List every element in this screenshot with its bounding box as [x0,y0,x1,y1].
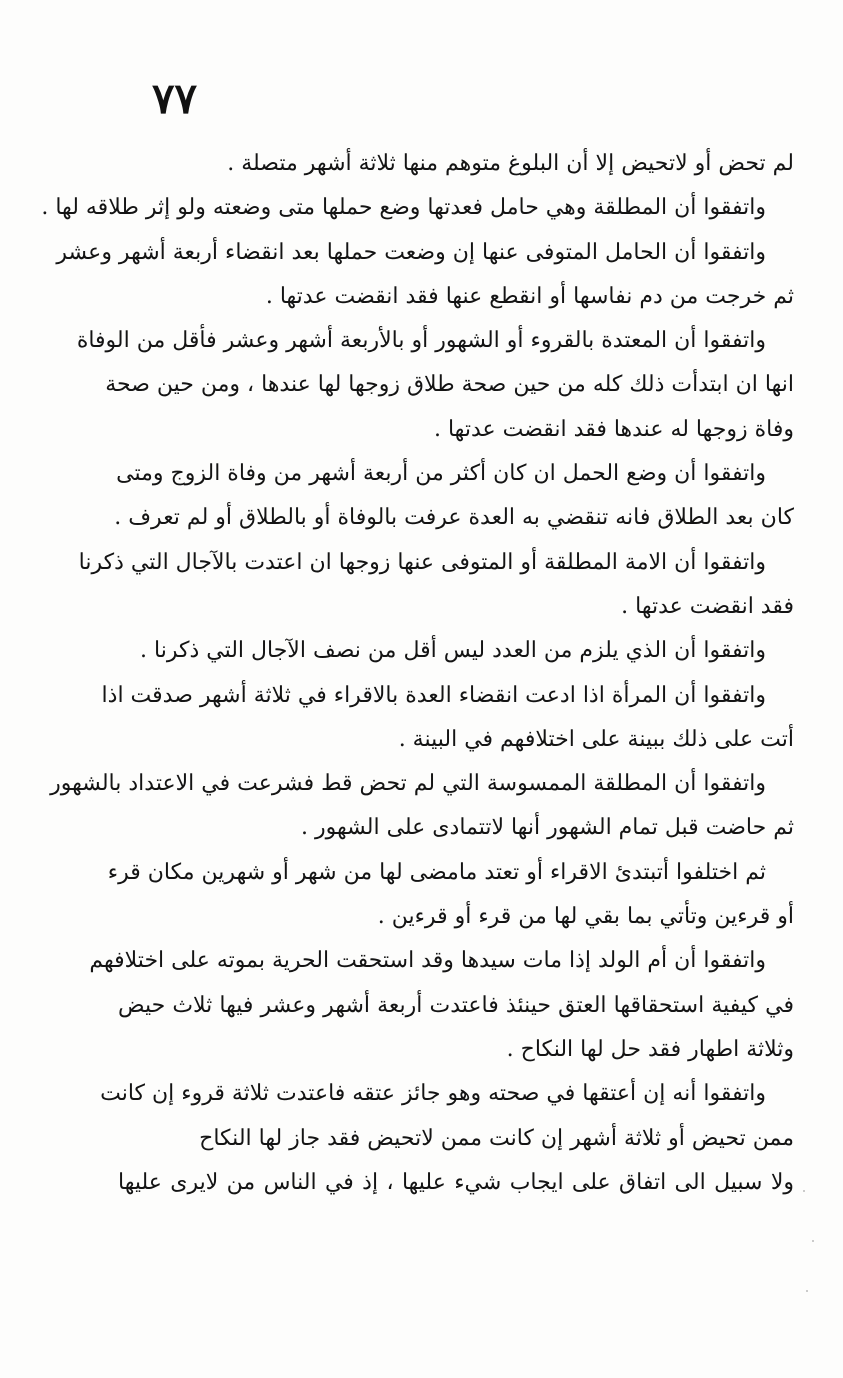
text-line: انها ان ابتدأت ذلك كله من حين صحة طلاق زوجها لها عندها ، ومن حين صحة [105,372,794,398]
paper-speck [812,1240,814,1242]
page-number: ٧٧ [152,74,198,123]
text-line: لم تحض أو لاتحيض إلا أن البلوغ متوهم منها ثلاثة أشهر متصلة . [227,151,794,176]
text-line: ثم خرجت من دم نفاسها أو انقطع عنها فقد انقضت عدتها . [265,283,794,309]
text-line: واتفقوا أن المعتدة بالقروء أو الشهور أو بالأربعة أشهر وعشر فأقل من الوفاة [76,328,766,354]
body-text [41,142,794,1205]
text-line: واتفقوا أن المرأة اذا ادعت انقضاء العدة بالاقراء في ثلاثة أشهر صدقت اذا [101,682,766,708]
text-line: واتفقوا أن المطلقة الممسوسة التي لم تحض قط فشرعت في الاعتداد بالشهور [50,771,766,797]
text-line: فقد انقضت عدتها . [621,593,794,619]
text-line: في كيفية استحقاقها العتق حينئذ فاعتدت أربعة أشهر وعشر فيها ثلاث حيض [118,992,794,1018]
paper-speck [806,1290,808,1292]
text-line: واتفقوا أن الحامل المتوفى عنها إن وضعت حملها بعد انقضاء أربعة أشهر وعشر [56,239,766,265]
text-line: واتفقوا أن أم الولد إذا مات سيدها وقد استحقت الحرية بموته على اختلافهم [89,948,766,974]
text-line: أو قرءين وتأتي بما بقي لها من قرء أو قرءين . [377,904,794,930]
text-line: ثم اختلفوا أتبتدئ الاقراء أو تعتد مامضى لها من شهر أو شهرين مكان قرء [107,859,766,885]
text-line: واتفقوا أنه إن أعتقها في صحته وهو جائز عتقه فاعتدت ثلاثة قروء إن كانت [100,1081,766,1107]
text-line: واتفقوا أن وضع الحمل ان كان أكثر من أربعة أشهر من وفاة الزوج ومتى [116,461,766,487]
text-line: ثم حاضت قبل تمام الشهور أنها لاتتمادى على الشهور . [301,815,794,841]
text-line: كان بعد الطلاق فانه تنقضي به العدة عرفت بالوفاة أو بالطلاق أو لم تعرف . [114,505,794,531]
text-line: ولا سبيل الى اتفاق على ايجاب شيء عليها ، إذ في الناس من لايرى عليها [118,1169,794,1195]
text-line: واتفقوا أن المطلقة وهي حامل فعدتها وضع حملها متى وضعته ولو إثر طلاقه لها . [41,195,766,221]
text-line: واتفقوا أن الذي يلزم من العدد ليس أقل من نصف الآجال التي ذكرنا . [140,638,766,664]
text-line: واتفقوا أن الامة المطلقة أو المتوفى عنها زوجها ان اعتدت بالآجال التي ذكرنا [78,549,766,575]
paper-speck [803,1190,805,1192]
text-line: ممن تحيض أو ثلاثة أشهر إن كانت ممن لاتحيض فقد جاز لها النكاح [199,1125,794,1151]
text-line: أتت على ذلك ببينة على اختلافهم في البينة . [398,726,794,752]
text-line: وفاة زوجها له عندها فقد انقضت عدتها . [433,416,794,442]
text-line: وثلاثة اطهار فقد حل لها النكاح . [506,1036,794,1062]
